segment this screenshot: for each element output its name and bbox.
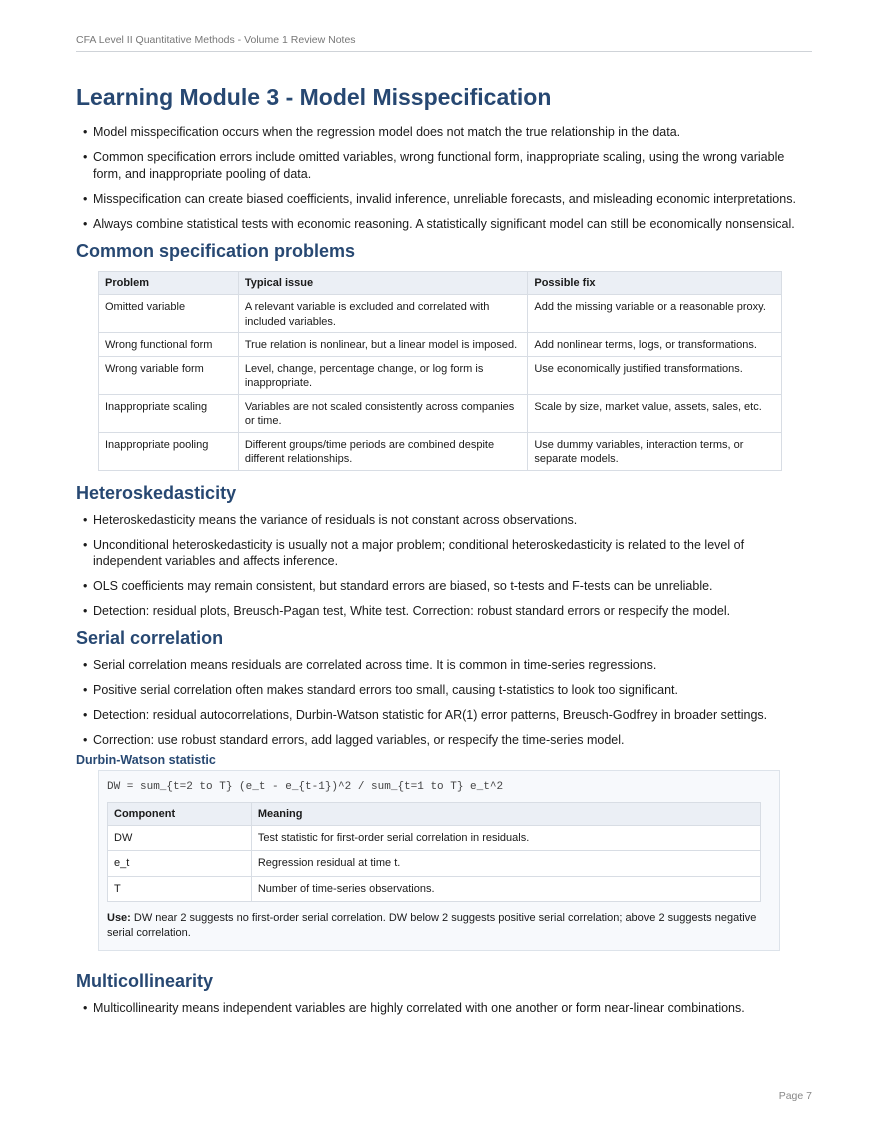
table-cell: e_t bbox=[108, 851, 252, 877]
table-row bbox=[108, 851, 761, 877]
table-cell: T bbox=[108, 876, 252, 902]
page-content bbox=[76, 84, 812, 1025]
list-item: • OLS coefficients may remain consistent, but standard errors are biased, so t-tests and F-tests can be unreliable. bbox=[83, 579, 713, 593]
column-header: Problem bbox=[99, 272, 239, 295]
column-header: Component bbox=[108, 802, 252, 825]
table-cell: Use dummy variables, interaction terms, or separate models. bbox=[528, 432, 782, 470]
table-header-row bbox=[99, 272, 782, 295]
list-item: • Heteroskedasticity means the variance of residuals is not constant across observations. bbox=[83, 512, 578, 527]
running-header: CFA Level II Quantitative Methods - Volume 1 Review Notes bbox=[76, 34, 356, 46]
table-cell: Different groups/time periods are combined despite different relationships. bbox=[238, 432, 528, 470]
table-row bbox=[99, 295, 782, 333]
section-heading-specification: Common specification problems bbox=[76, 241, 356, 261]
page-number: Page 7 bbox=[778, 1090, 812, 1102]
table-row bbox=[99, 356, 782, 394]
table-cell: Inappropriate scaling bbox=[99, 394, 239, 432]
table-cell: Inappropriate pooling bbox=[99, 432, 239, 470]
multicollinearity-bullets bbox=[76, 1000, 812, 1017]
list-item: • Detection: residual autocorrelations, Durbin-Watson statistic for AR(1) error patterns, Breusch-Godfrey in broader settings. bbox=[83, 708, 768, 722]
section-heading-heteroskedasticity: Heteroskedasticity bbox=[76, 482, 237, 503]
list-item: • Serial correlation means residuals are correlated across time. It is common in time-series regressions. bbox=[83, 658, 657, 672]
table-cell: Scale by size, market value, assets, sales, etc. bbox=[528, 394, 782, 432]
table-row bbox=[108, 876, 761, 902]
table-cell: Use economically justified transformations. bbox=[528, 356, 782, 394]
table-cell: Omitted variable bbox=[99, 295, 239, 333]
intro-bullets bbox=[76, 124, 812, 232]
list-item: • Common specification errors include omitted variables, wrong functional form, inappropriate scaling, using the wrong variable form, and inappropriate pooling of data. bbox=[83, 150, 785, 181]
list-item: • Always combine statistical tests with economic reasoning. A statistically significant model can still be economically nonsensical. bbox=[83, 216, 795, 231]
table-cell: DW bbox=[108, 825, 252, 851]
usage-text: DW near 2 suggests no first-order serial correlation. DW below 2 suggests positive serial correlation; above 2 suggests negative serial correlation. bbox=[107, 912, 757, 939]
subsection-heading-durbin-watson: Durbin-Watson statistic bbox=[76, 752, 216, 767]
table-cell: Level, change, percentage change, or log form is inappropriate. bbox=[238, 356, 528, 394]
usage-label: Use: bbox=[107, 912, 131, 924]
list-item: • Positive serial correlation often makes standard errors too small, causing t-statistics to look too significant. bbox=[83, 683, 678, 697]
list-item: • Model misspecification occurs when the regression model does not match the true relationship in the data. bbox=[83, 125, 681, 139]
column-header: Possible fix bbox=[528, 272, 782, 295]
table-cell: Wrong functional form bbox=[99, 333, 239, 357]
section-heading-multicollinearity: Multicollinearity bbox=[76, 971, 214, 991]
durbin-watson-box bbox=[98, 770, 780, 952]
specification-problems-table bbox=[98, 271, 782, 471]
table-cell: True relation is nonlinear, but a linear model is imposed. bbox=[238, 333, 528, 357]
section-heading-serial-correlation: Serial correlation bbox=[76, 628, 224, 648]
header-divider bbox=[76, 51, 812, 52]
table-row bbox=[108, 825, 761, 851]
table-header-row bbox=[108, 802, 761, 825]
durbin-watson-table bbox=[107, 802, 761, 903]
table-cell: Wrong variable form bbox=[99, 356, 239, 394]
column-header: Meaning bbox=[251, 802, 760, 825]
table-cell: A relevant variable is excluded and correlated with included variables. bbox=[238, 295, 528, 333]
module-title: Learning Module 3 - Model Misspecification bbox=[76, 84, 552, 110]
durbin-watson-usage-note bbox=[107, 911, 771, 941]
list-item: • Correction: use robust standard errors, add lagged variables, or respecify the time-series model. bbox=[83, 733, 625, 747]
list-item: • Multicollinearity means independent variables are highly correlated with one another or form near-linear combinations. bbox=[83, 1001, 745, 1015]
table-cell: Add nonlinear terms, logs, or transformations. bbox=[528, 333, 782, 357]
column-header: Typical issue bbox=[238, 272, 528, 295]
list-item: • Misspecification can create biased coefficients, invalid inference, unreliable forecasts, and misleading economic interpretations. bbox=[83, 191, 796, 206]
table-cell: Number of time-series observations. bbox=[251, 876, 760, 902]
list-item: • Detection: residual plots, Breusch-Pagan test, White test. Correction: robust standard errors or respecify the model. bbox=[83, 604, 731, 618]
durbin-watson-formula: DW = sum_{t=2 to T} (e_t - e_{t-1})^2 / sum_{t=1 to T} e_t^2 bbox=[107, 780, 504, 793]
serial-correlation-bullets bbox=[76, 657, 812, 749]
heteroskedasticity-bullets bbox=[76, 512, 812, 620]
table-cell: Test statistic for first-order serial correlation in residuals. bbox=[251, 825, 760, 851]
table-cell: Regression residual at time t. bbox=[251, 851, 760, 877]
table-cell: Add the missing variable or a reasonable proxy. bbox=[528, 295, 782, 333]
table-cell: Variables are not scaled consistently across companies or time. bbox=[238, 394, 528, 432]
table-row bbox=[99, 333, 782, 357]
list-item: • Unconditional heteroskedasticity is usually not a major problem; conditional heteroskedasticity is related to the level of independent variables and affects inference. bbox=[83, 537, 745, 568]
table-row bbox=[99, 394, 782, 432]
table-row bbox=[99, 432, 782, 470]
